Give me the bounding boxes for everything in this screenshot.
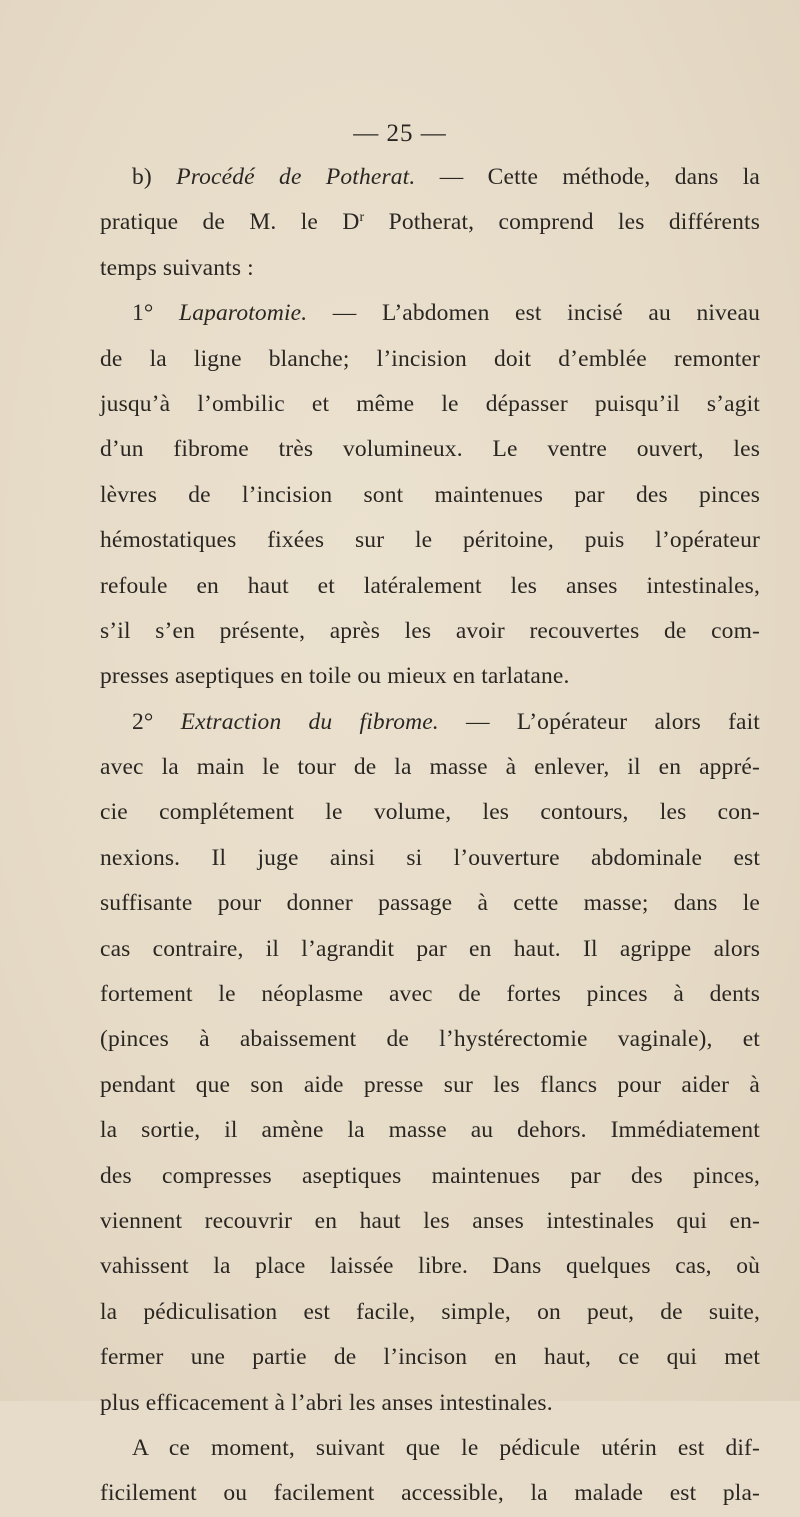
text-line: 2° Extraction du fibrome. — L’opérateur alors fait <box>132 708 760 735</box>
text-line: de la ligne blanche; l’incision doit d’emblée remonter <box>100 345 760 372</box>
section-heading: Procédé de Potherat. <box>176 164 416 190</box>
body-text <box>100 155 760 1517</box>
text-line: hémostatiques fixées sur le péritoine, puis l’opérateur <box>100 527 760 554</box>
text-line: temps suivants : <box>100 254 254 281</box>
text-line: viennent recouvrir en haut les anses intestinales qui en- <box>100 1207 760 1234</box>
text-line: fortement le néoplasme avec de fortes pinces à dents <box>100 981 760 1008</box>
subsection-heading: Laparotomie. <box>179 300 308 327</box>
text-line: vahissent la place laissée libre. Dans quelques cas, où <box>100 1253 760 1280</box>
subsection-heading: Extraction du fibrome. <box>180 708 439 735</box>
text-line: la sortie, il amène la masse au dehors. Immédiatement <box>100 1117 760 1144</box>
text-line: A ce moment, suivant que le pédicule utérin est dif- <box>132 1434 760 1461</box>
text-line: nexions. Il juge ainsi si l’ouverture abdominale est <box>100 844 760 871</box>
text-line: pratique de M. le $D^r$ Potherat, comprend les différents <box>100 209 760 236</box>
text-line: s’il s’en présente, après les avoir recouvertes de com- <box>100 617 760 644</box>
text-line: (pinces à abaissement de l’hystérectomie vaginale), et <box>100 1026 760 1053</box>
text-line: avec la main le tour de la masse à enlever, il en appré- <box>100 754 760 781</box>
text-line: jusqu’à l’ombilic et même le dépasser puisqu’il s’agit <box>100 390 760 417</box>
text-line: cas contraire, il l’agrandit par en haut. Il agrippe alors <box>100 935 760 962</box>
text-line: plus efficacement à l’abri les anses intestinales. <box>100 1389 553 1416</box>
text-line: ficilement ou facilement accessible, la malade est pla- <box>100 1480 760 1507</box>
text-line: presses aseptiques en toile ou mieux en tarlatane. <box>100 663 570 690</box>
text-line: 1° Laparotomie. — L’abdomen est incisé au niveau <box>132 300 760 327</box>
text-line: fermer une partie de l’incison en haut, ce qui met <box>100 1344 760 1371</box>
text-line: suffisante pour donner passage à cette masse; dans le <box>100 890 760 917</box>
text-line: d’un fibrome très volumineux. Le ventre ouvert, les <box>100 436 760 463</box>
text-line: b) Procédé de Potherat. — Cette méthode, dans la <box>132 164 760 190</box>
text-line: pendant que son aide presse sur les flancs pour aider à <box>100 1071 760 1098</box>
text-line: la pédiculisation est facile, simple, on peut, de suite, <box>100 1298 760 1325</box>
text-line: refoule en haut et latéralement les anses intestinales, <box>100 572 760 599</box>
text-line: cie complétement le volume, les contours, les con- <box>100 799 760 826</box>
text-line: lèvres de l’incision sont maintenues par des pinces <box>100 481 760 508</box>
text-line: des compresses aseptiques maintenues par des pinces, <box>100 1162 760 1189</box>
page-number: — 25 — <box>353 120 447 147</box>
